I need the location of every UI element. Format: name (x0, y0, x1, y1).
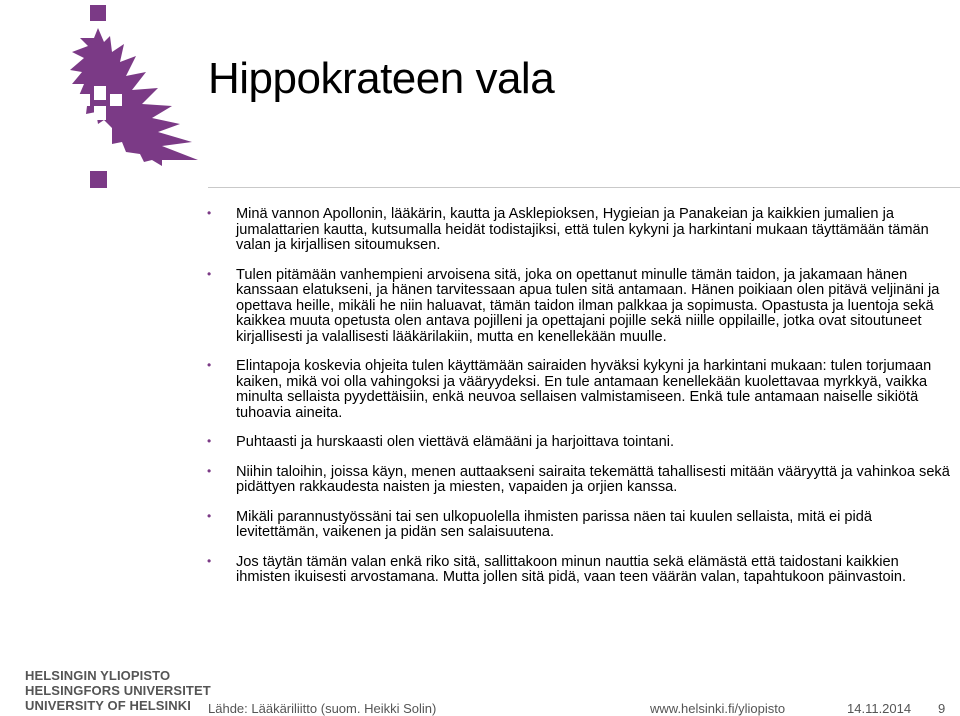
list-item (205, 207, 950, 254)
university-name-sv: HELSINGFORS UNIVERSITET (25, 683, 211, 698)
footer-date: 14.11.2014 (847, 701, 912, 716)
bullet-dot-icon: • (207, 266, 212, 281)
bullet-text: Jos täytän tämän valan enkä riko sitä, sallittakoon minun nauttia sekä elämästä että taidostani kaikkien ihmisten ikuisesti arvostamana. Mutta jollen sitä pidä, vaan teen väärän valan, tapahtukoon päinvastoin. (236, 553, 907, 585)
source-credit: Lähde: Lääkäriliitto (suom. Heikki Solin) (208, 701, 437, 716)
page-number: 9 (938, 701, 946, 716)
bullet-text: Minä vannon Apollonin, lääkärin, kautta ja Asklepioksen, Hygieian ja Panakeian ja kaikkien jumalien ja jumalattarien kautta, kutsumalla heidät todistajiksi, että tulen kykyni ja harkintani mukaan täyttämään tämän valan ja kirjallisen sitoumuksen. (236, 206, 929, 253)
list-item (205, 510, 950, 541)
list-item (205, 435, 950, 451)
bullet-dot-icon: • (207, 206, 212, 220)
bullet-text: Puhtaasti ja hurskaasti olen viettävä elämääni ja harjoittava tointani. (236, 434, 675, 450)
footer-url: www.helsinki.fi/yliopisto (650, 701, 786, 716)
bullet-text: Tulen pitämään vanhempieni arvoisena sitä, joka on opettanut minulle tämän taidon, ja jakamaan hänen kanssaan elatukseni, ja hänen tarvitessaan apua tulen sitä antamaan. Hänen poikiaan olen pitävä veljinäni ja opettava heille, mikäli he niin haluavat, tämän taidon ilman palkkaa ja sopimusta. Opastusta ja luentoja sekä kaikkea muuta opetusta olen antava pojilleni ja opettajani pojille sekä niille oppilaille, jotka ovat sitoutuneet kirjallisesti ja valallisesti lääkärilakiin, mutta en kenellekään muulle. (236, 266, 940, 345)
bullet-dot-icon: • (207, 463, 212, 478)
bullet-text: Elintapoja koskevia ohjeita tulen käyttämään sairaiden hyväksi kykyni ja harkintani mukaan: tulen torjumaan kaiken, mikä voi olla vahingoksi ja vääryydeksi. En tule antamaan kenellekään kuolettavaa myrkkyä, vaikka minulta sellaista pyydettäisiin, enkä neuvoa sellaisen valmistamiseen. Enkä tule antamaan naiselle sikiötä tuhoavia aineita. (236, 358, 932, 421)
slide-title: Hippokrateen vala (208, 54, 555, 103)
list-item (205, 268, 950, 346)
bullet-dot-icon: • (207, 358, 212, 372)
university-name-fi: HELSINGIN YLIOPISTO (25, 668, 171, 683)
list-item (205, 465, 950, 496)
flame-logo-icon (12, 2, 208, 190)
university-wordmark (25, 668, 211, 713)
university-name-en: UNIVERSITY OF HELSINKI (25, 698, 191, 713)
bullet-dot-icon: • (207, 434, 212, 448)
list-item (205, 359, 950, 421)
bullet-dot-icon: • (207, 553, 212, 568)
bullet-text: Mikäli parannustyössäni tai sen ulkopuolella ihmisten parissa näen tai kuulen sellaista, mitä ei pidä levitettämän, vaikenen ja pidän sen salaisuutena. (236, 508, 872, 540)
oath-bullet-list (205, 207, 950, 600)
bullet-text: Niihin taloihin, joissa käyn, menen auttaakseni sairaita tekemättä tahallisesti mitään vääryyttä ja vahinkoa sekä pidättyen rakkaudesta naisten ja miesten, vapaiden ja orjien kanssa. (236, 463, 950, 495)
bullet-dot-icon: • (207, 508, 212, 523)
list-item (205, 555, 950, 586)
title-divider (208, 187, 960, 188)
